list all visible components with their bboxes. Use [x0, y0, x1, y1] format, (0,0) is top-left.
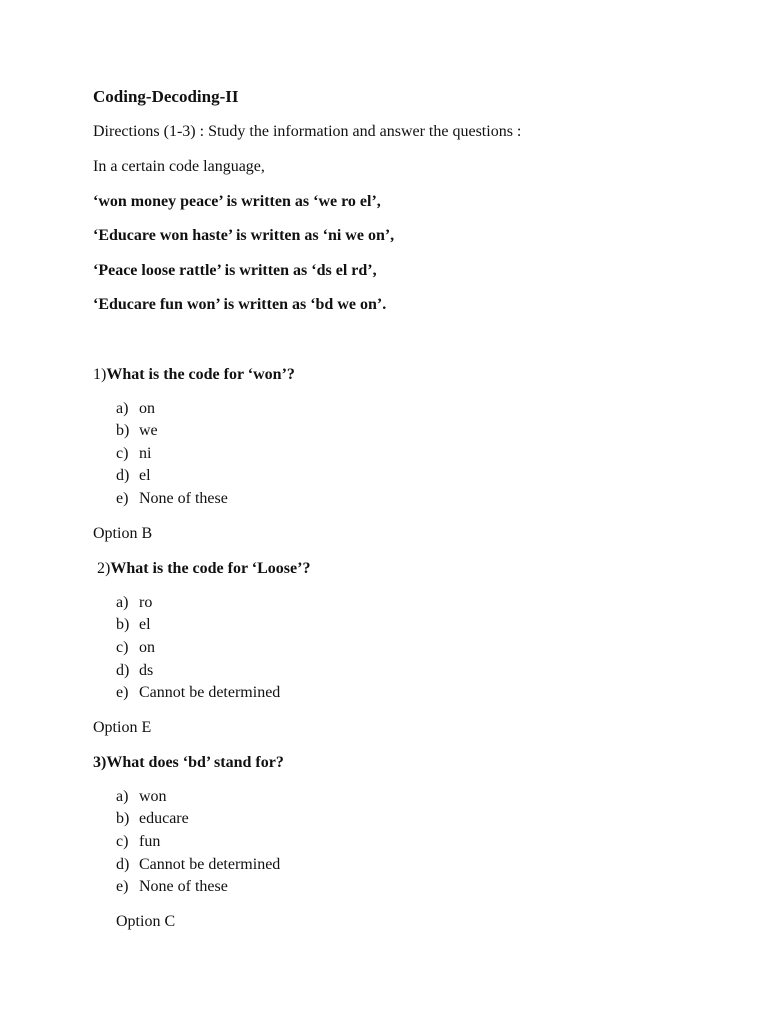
option-text: on — [139, 400, 155, 417]
question-number: 1) — [93, 366, 107, 383]
option-text: ds — [139, 662, 154, 679]
answer-1: Option B — [93, 525, 153, 542]
option-text: None of these — [139, 490, 228, 507]
option-letter: c) — [116, 639, 129, 656]
option-b — [116, 615, 151, 635]
question-text: What is the code for ‘Loose’? — [110, 560, 311, 577]
option-letter: d) — [116, 856, 130, 873]
option-letter: b) — [116, 616, 130, 633]
option-letter: d) — [116, 467, 130, 484]
option-e — [116, 877, 228, 897]
option-b — [116, 809, 189, 829]
option-letter: c) — [116, 445, 129, 462]
statement-2: ‘Educare won haste’ is written as ‘ni we on’, — [93, 227, 395, 244]
option-letter: e) — [116, 490, 129, 507]
option-d — [116, 466, 151, 486]
option-d — [116, 855, 280, 875]
answer-2: Option E — [93, 719, 152, 736]
option-text: fun — [139, 833, 161, 850]
option-letter: a) — [116, 400, 129, 417]
option-text: el — [139, 467, 151, 484]
option-letter: e) — [116, 878, 129, 895]
option-e — [116, 683, 280, 703]
question-1 — [93, 365, 295, 385]
option-e — [116, 489, 228, 509]
option-letter: a) — [116, 594, 129, 611]
option-letter: c) — [116, 833, 129, 850]
question-number: 2) — [97, 560, 111, 577]
question-text: What is the code for ‘won’? — [106, 366, 295, 383]
option-c — [116, 832, 160, 852]
option-text: ro — [139, 594, 153, 611]
option-d — [116, 661, 153, 681]
option-text: won — [139, 788, 167, 805]
option-a — [116, 399, 155, 419]
answer-3: Option C — [116, 913, 176, 930]
option-text: educare — [139, 810, 189, 827]
option-text: we — [139, 422, 158, 439]
question-2 — [97, 559, 310, 579]
option-letter: d) — [116, 662, 130, 679]
statement-1: ‘won money peace’ is written as ‘we ro el’, — [93, 193, 381, 210]
option-text: el — [139, 616, 151, 633]
option-text: ni — [139, 445, 152, 462]
option-text: Cannot be determined — [139, 856, 281, 873]
intro-text: In a certain code language, — [93, 158, 265, 175]
document-title: Coding-Decoding-II — [93, 87, 239, 106]
statement-4: ‘Educare fun won’ is written as ‘bd we on’. — [93, 296, 387, 313]
directions-text: Directions (1-3) : Study the information and answer the questions : — [93, 123, 522, 140]
option-c — [116, 638, 155, 658]
question-text: What does ‘bd’ stand for? — [106, 754, 284, 771]
statement-3: ‘Peace loose rattle’ is written as ‘ds el rd’, — [93, 262, 377, 279]
question-3 — [93, 753, 284, 773]
option-letter: b) — [116, 810, 130, 827]
option-letter: b) — [116, 422, 130, 439]
option-text: None of these — [139, 878, 228, 895]
option-c — [116, 444, 151, 464]
option-a — [116, 787, 167, 807]
option-letter: e) — [116, 684, 129, 701]
question-number: 3) — [93, 754, 107, 771]
option-text: on — [139, 639, 155, 656]
option-a — [116, 593, 152, 613]
option-text: Cannot be determined — [139, 684, 281, 701]
option-letter: a) — [116, 788, 129, 805]
option-b — [116, 421, 158, 441]
